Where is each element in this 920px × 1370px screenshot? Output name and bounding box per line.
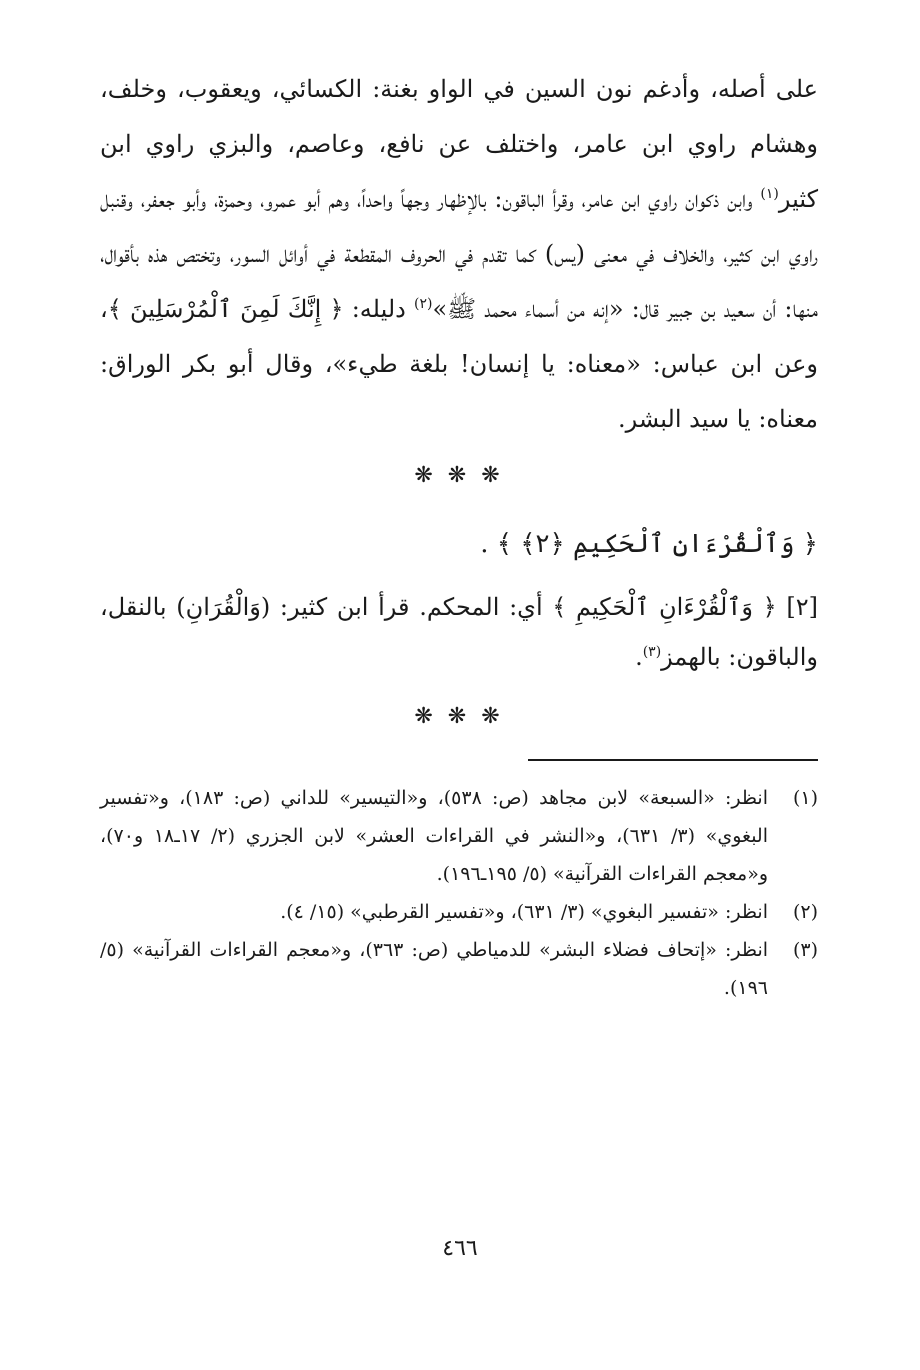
quran-verse: ﴿ وَٱلْقُرْءَانِ ٱلْحَكِيمِ ﴿٢﴾ ﴾ . xyxy=(480,529,818,559)
footnote-ref-2[interactable]: (٢) xyxy=(414,296,433,312)
section-divider: ❋ ❋ ❋ xyxy=(414,463,504,488)
footnote-text: انظر: «السبعة» لابن مجاهد (ص: ٥٣٨)، و«التيسير» للداني (ص: ١٨٣)، و«تفسير البغوي» (٣/ ٦٣١)، و«النشر في القراءات العشر» لابن الجزري (٢/ ١٧ـ١٨ و٧٠)، و«معجم القراءات القرآنية» (٥/ ١٩٥ـ١٩٦). xyxy=(100,787,768,885)
footnote-ref-1[interactable]: (١) xyxy=(760,186,779,202)
footnote-rule xyxy=(528,759,818,761)
page-content xyxy=(100,62,818,1007)
footnote-number: (١) xyxy=(792,787,818,809)
footnote-item xyxy=(100,931,818,1007)
footnote-number: (٢) xyxy=(792,901,818,923)
footnote-text: انظر: «إتحاف فضلاء البشر» للدمياطي (ص: ٣٦٣)، و«معجم القراءات القرآنية» (٥/ ١٩٦). xyxy=(100,939,769,999)
tafsir-part-1: [٢] ﴿ وَٱلْقُرْءَانِ ٱلْحَكِيمِ ﴾ أي: المحكم. قرأ ابن كثير: (وَالْقُرَانِ) بالنقل، والباقون: بالهمز xyxy=(100,593,818,671)
tafsir-paragraph xyxy=(100,582,818,682)
footnote-item xyxy=(100,893,818,931)
footnote-item xyxy=(100,779,818,893)
footnote-ref-3[interactable]: (٣) xyxy=(642,644,662,660)
paragraph-part-3: دليله: ﴿ إِنَّكَ لَمِنَ ٱلْمُرْسَلِينَ ﴾، وعن ابن عباس: «معناه: يا إنسان! بلغة طيء»، وقال أبو بكر الوراق: معناه: يا سيد البشر. xyxy=(100,295,818,433)
tafsir-part-2: . xyxy=(635,643,643,671)
footnote-number: (٣) xyxy=(792,939,818,961)
main-paragraph xyxy=(100,62,818,447)
paragraph-part-1: على أصله، وأدغم نون السين في الواو بغنة: الكسائي، ويعقوب، وخلف، وهشام راوي ابن عامر، واختلف عن نافع، وعاصم، والبزي راوي ابن كثير xyxy=(100,75,818,213)
paragraph-part-2: وابن ذكوان راوي ابن عامر، وقرأ الباقون: بالإظهار وجهاً واحداً، وهم أبو عمرو، وحمزة، وأبو جعفر، وقنبل راوي ابن كثير، والخلاف في معنى (يس) كما تقدم في الحروف المقطعة في أوائل السور، وتختص هذه بأقوال، منها: أن سعيد بن جبير قال: «إنه من أسماء محمد ﷺ» xyxy=(100,185,819,323)
section-divider-2: ❋ ❋ ❋ xyxy=(414,704,504,729)
footnotes-list xyxy=(100,779,818,1007)
footnote-text: انظر: «تفسير البغوي» (٣/ ٦٣١)، و«تفسير القرطبي» (١٥/ ٤). xyxy=(280,901,768,923)
page-number: ٤٦٦ xyxy=(442,1236,478,1261)
